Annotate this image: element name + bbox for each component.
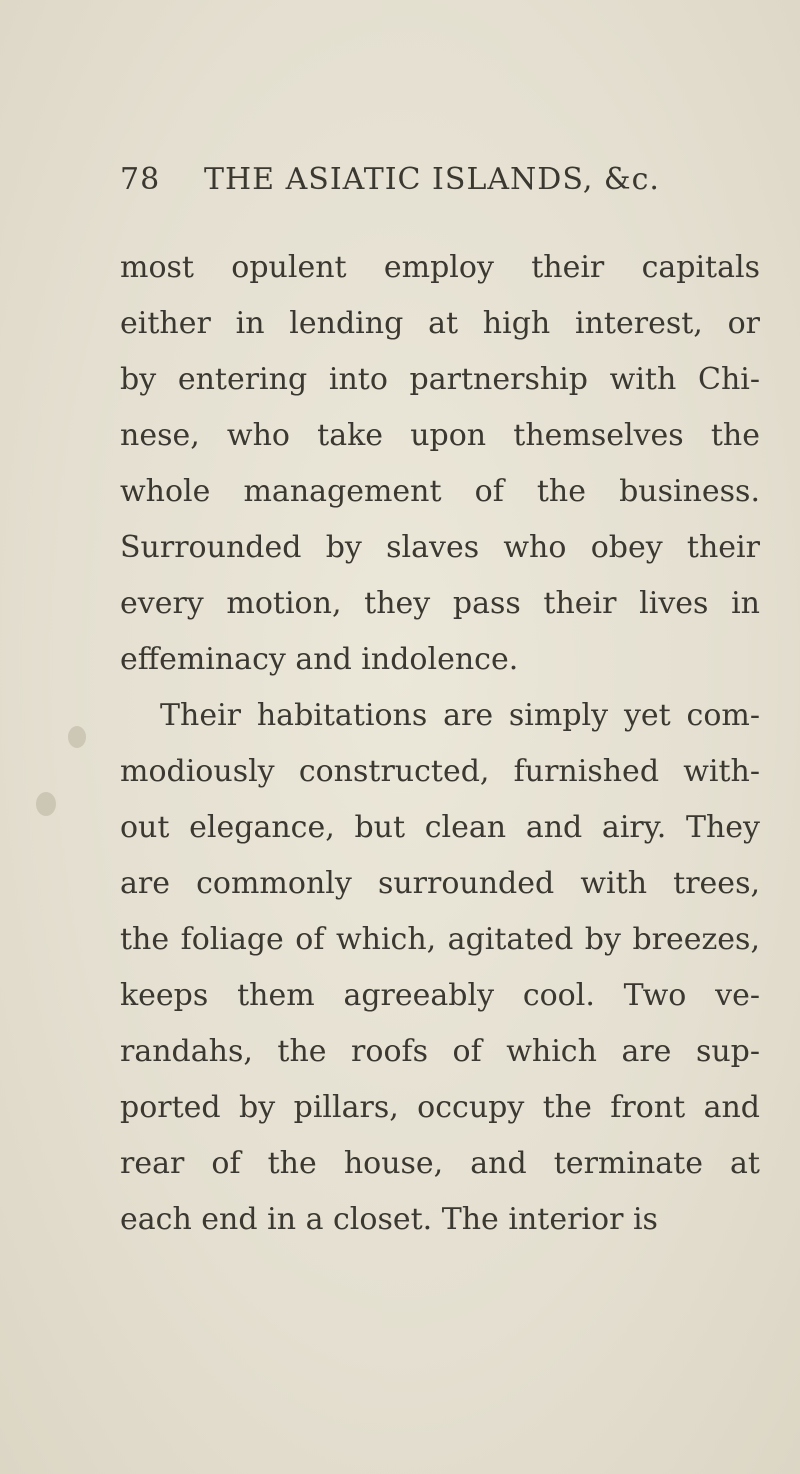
- page-number: 78: [120, 162, 161, 197]
- running-header: [120, 162, 740, 210]
- running-title: THE ASIATIC ISLANDS, &c.: [204, 162, 660, 197]
- text-line: nese, who take upon themselves the: [120, 418, 760, 453]
- paragraph-start-line: Their habitations are simply yet com-: [160, 698, 760, 733]
- text-line: ported by pillars, occupy the front and: [120, 1090, 760, 1125]
- paper-stain: [36, 792, 56, 816]
- text-line: Surrounded by slaves who obey their: [120, 530, 760, 565]
- text-line: effeminacy and indolence.: [120, 642, 519, 677]
- text-line: are commonly surrounded with trees,: [120, 866, 760, 901]
- text-line: whole management of the business.: [120, 474, 760, 509]
- text-line: the foliage of which, agitated by breezes,: [120, 922, 760, 957]
- text-line: randahs, the roofs of which are sup-: [120, 1034, 760, 1069]
- text-line: most opulent employ their capitals: [120, 250, 760, 285]
- text-line: out elegance, but clean and airy. They: [120, 810, 760, 845]
- paper-stain: [68, 726, 86, 748]
- text-line: each end in a closet. The interior is: [120, 1202, 658, 1237]
- body-text: [120, 240, 760, 1248]
- text-line: either in lending at high interest, or: [120, 306, 760, 341]
- text-line: every motion, they pass their lives in: [120, 586, 760, 621]
- text-line: modiously constructed, furnished with-: [120, 754, 760, 789]
- text-line: by entering into partnership with Chi-: [120, 362, 760, 397]
- text-line: keeps them agreeably cool. Two ve-: [120, 978, 760, 1013]
- text-line: rear of the house, and terminate at: [120, 1146, 760, 1181]
